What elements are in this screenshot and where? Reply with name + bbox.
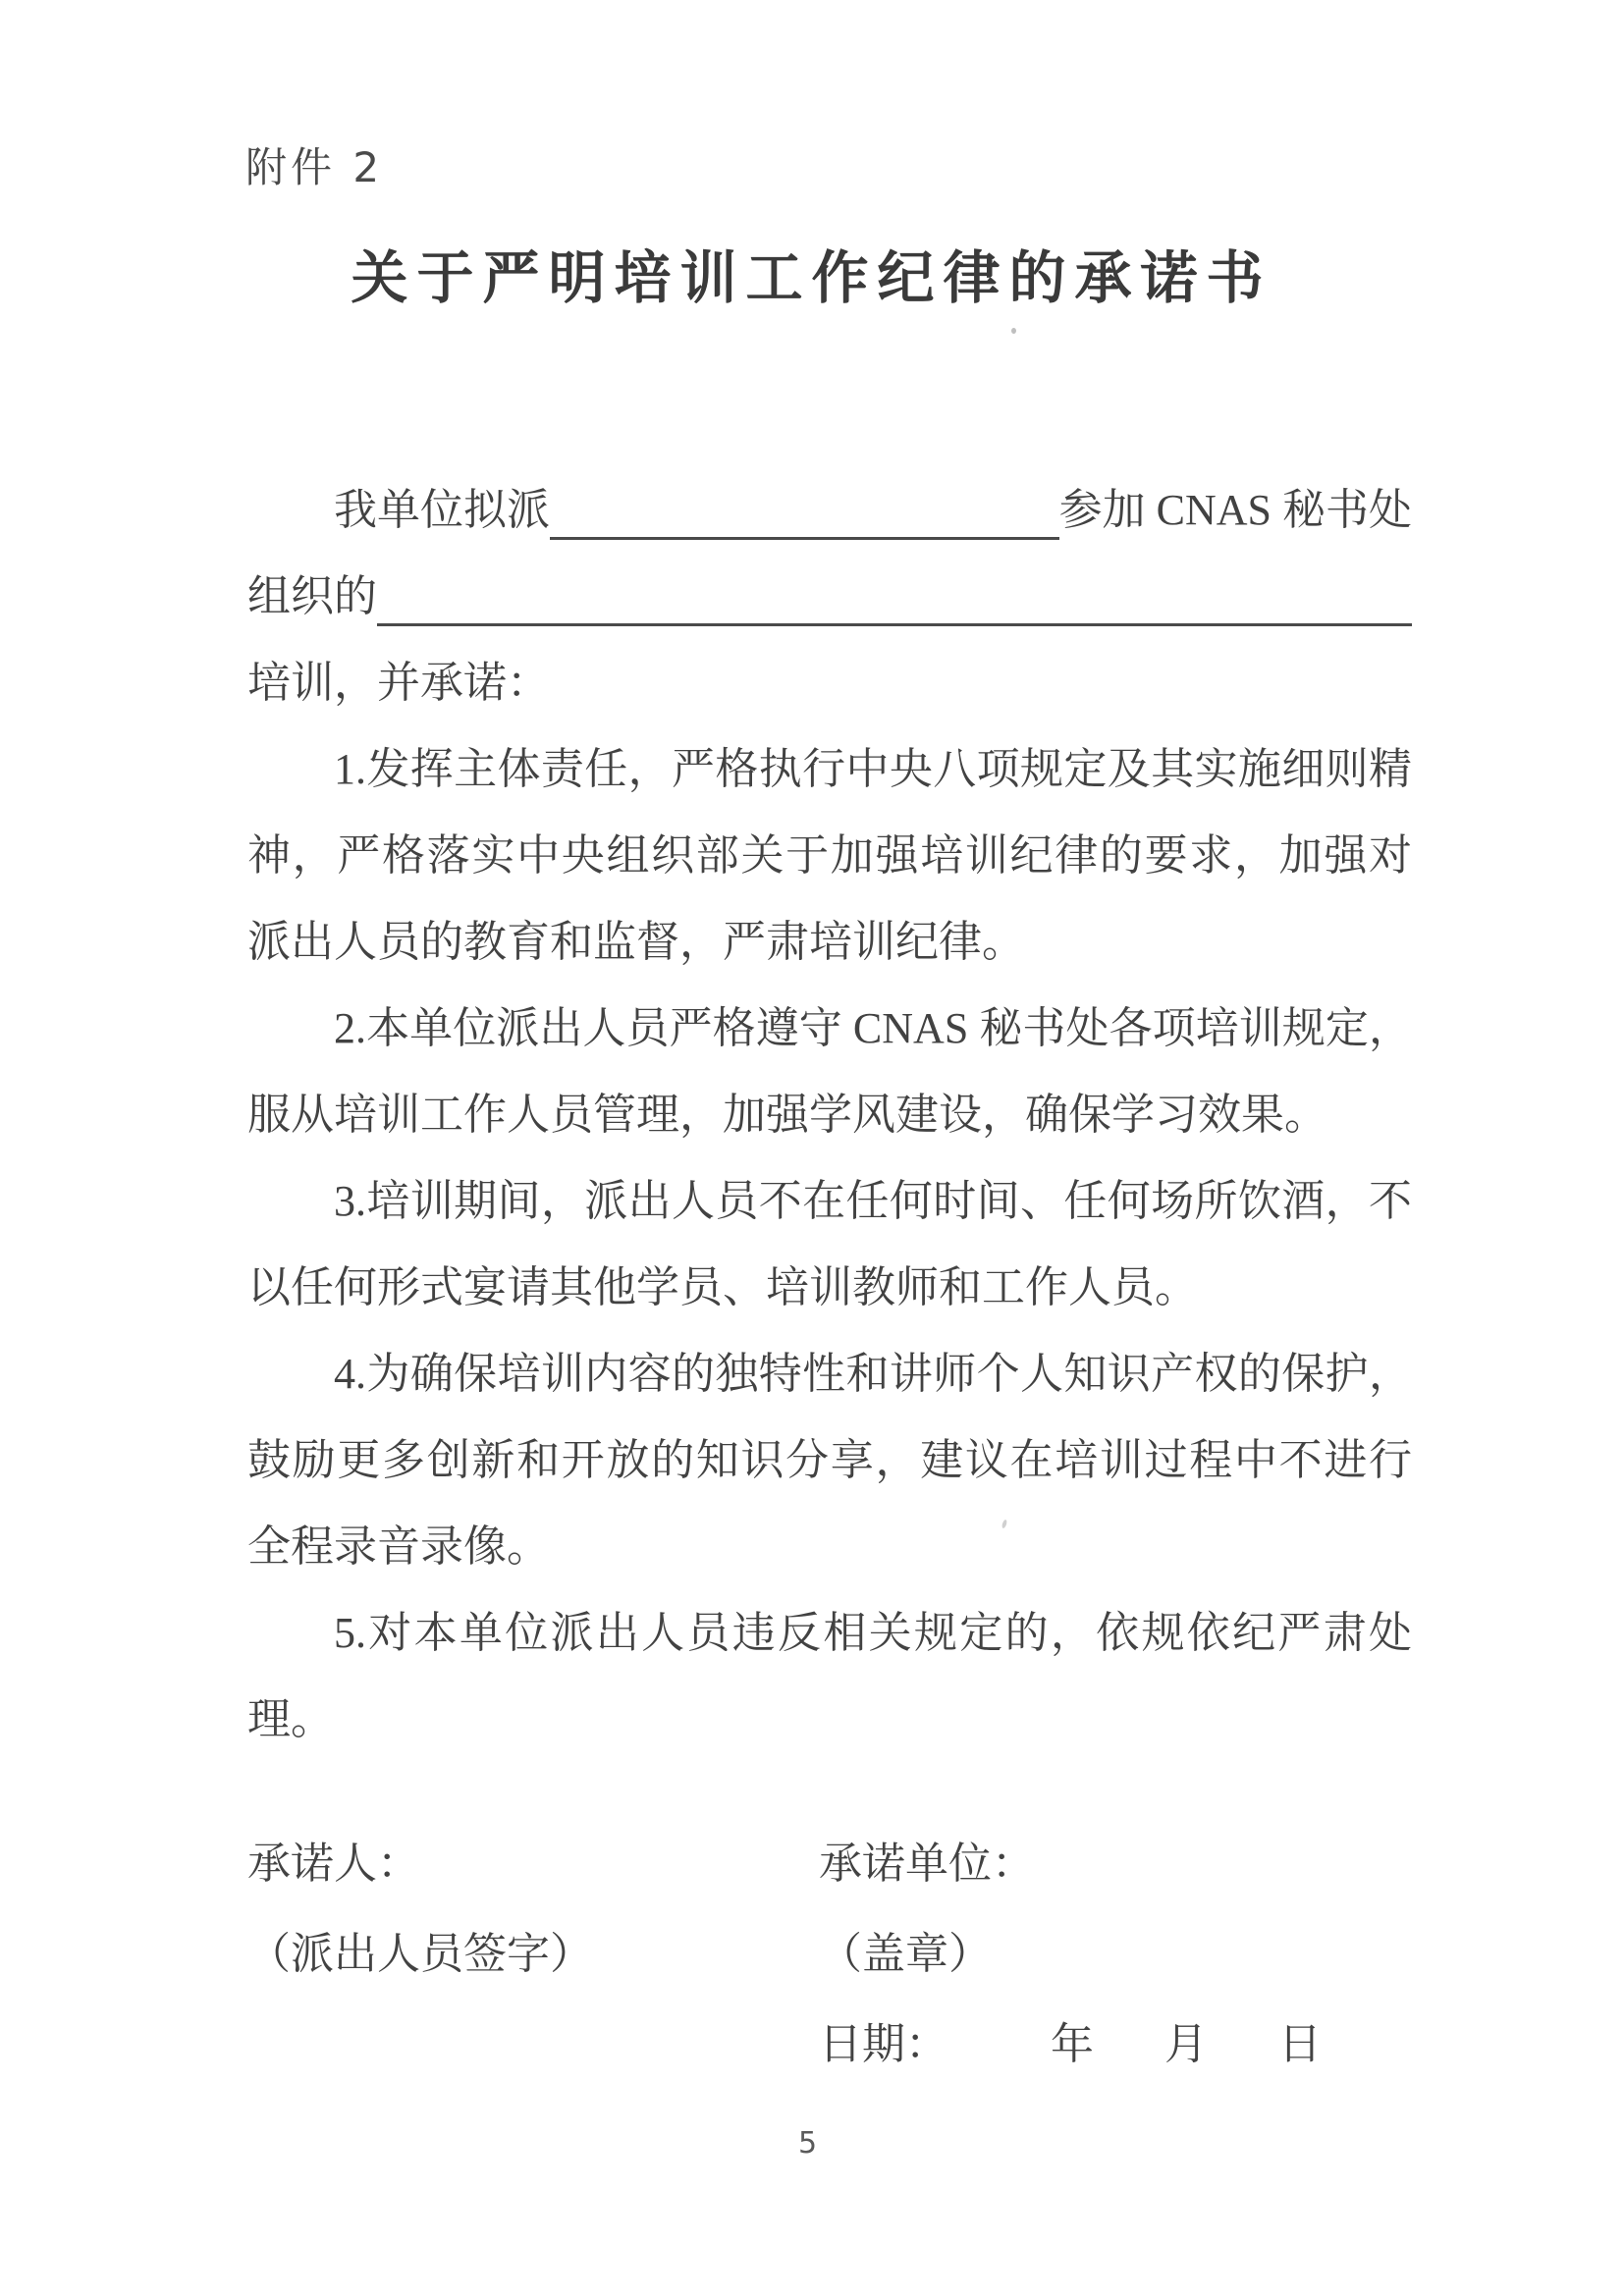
- opening-line-1: [247, 467, 1412, 554]
- opening-line-3: 培训，并承诺：: [247, 659, 550, 707]
- date-line: [819, 2008, 1322, 2071]
- commitment-paragraph-2: 2.本单位派出人员严格遵守 CNAS 秘书处各项培训规定，服从培训工作人员管理，加强学风建设，确保学习效果。: [247, 1004, 1412, 1139]
- promiser-label: 承诺人：: [247, 1840, 420, 1888]
- promising-unit-label: 承诺单位：: [819, 1840, 1035, 1888]
- signature-block: [247, 1828, 1412, 2099]
- unit-seal-note: （盖章）: [819, 1930, 992, 1978]
- opening-line1-prefix: 我单位拟派: [334, 486, 550, 534]
- signature-row-notes: [247, 1918, 1412, 2008]
- blank-training-name-line: [377, 622, 1412, 626]
- opening-line-2: [247, 554, 1412, 640]
- document-body: [247, 467, 1412, 1763]
- signature-row-labels: [247, 1828, 1412, 1918]
- opening-line1-suffix: 参加 CNAS 秘书处: [1058, 486, 1412, 534]
- month-label: 月: [1164, 2020, 1208, 2068]
- scan-speck: [1011, 328, 1016, 334]
- commitment-paragraph-5: 5.对本单位派出人员违反相关规定的，依规依纪严肃处理。: [247, 1609, 1412, 1743]
- date-label: 日期：: [819, 2020, 948, 2068]
- document-title: 关于严明培训工作纪律的承诺书: [351, 244, 1272, 311]
- attachment-number-label: 附件 2: [245, 143, 384, 191]
- commitment-paragraph-1: 1.发挥主体责任，严格执行中央八项规定及其实施细则精神，严格落实中央组织部关于加强培训纪律的要求，加强对派出人员的教育和监督，严肃培训纪律。: [247, 745, 1412, 966]
- promiser-sign-note: （派出人员签字）: [247, 1930, 593, 1978]
- opening-line2-prefix: 组织的: [247, 572, 377, 620]
- page-number: 5: [797, 2126, 818, 2161]
- blank-trainee-name-line: [550, 536, 1059, 540]
- year-label: 年: [1051, 2020, 1094, 2068]
- day-label: 日: [1278, 2020, 1322, 2068]
- commitment-paragraph-4: 4.为确保培训内容的独特性和讲师个人知识产权的保护，鼓励更多创新和开放的知识分享，建议在培训过程中不进行全程录音录像。: [247, 1350, 1412, 1571]
- commitment-paragraph-3: 3.培训期间，派出人员不在任何时间、任何场所饮酒，不以任何形式宴请其他学员、培训教师和工作人员。: [247, 1177, 1412, 1311]
- signature-row-date: [247, 2008, 1412, 2099]
